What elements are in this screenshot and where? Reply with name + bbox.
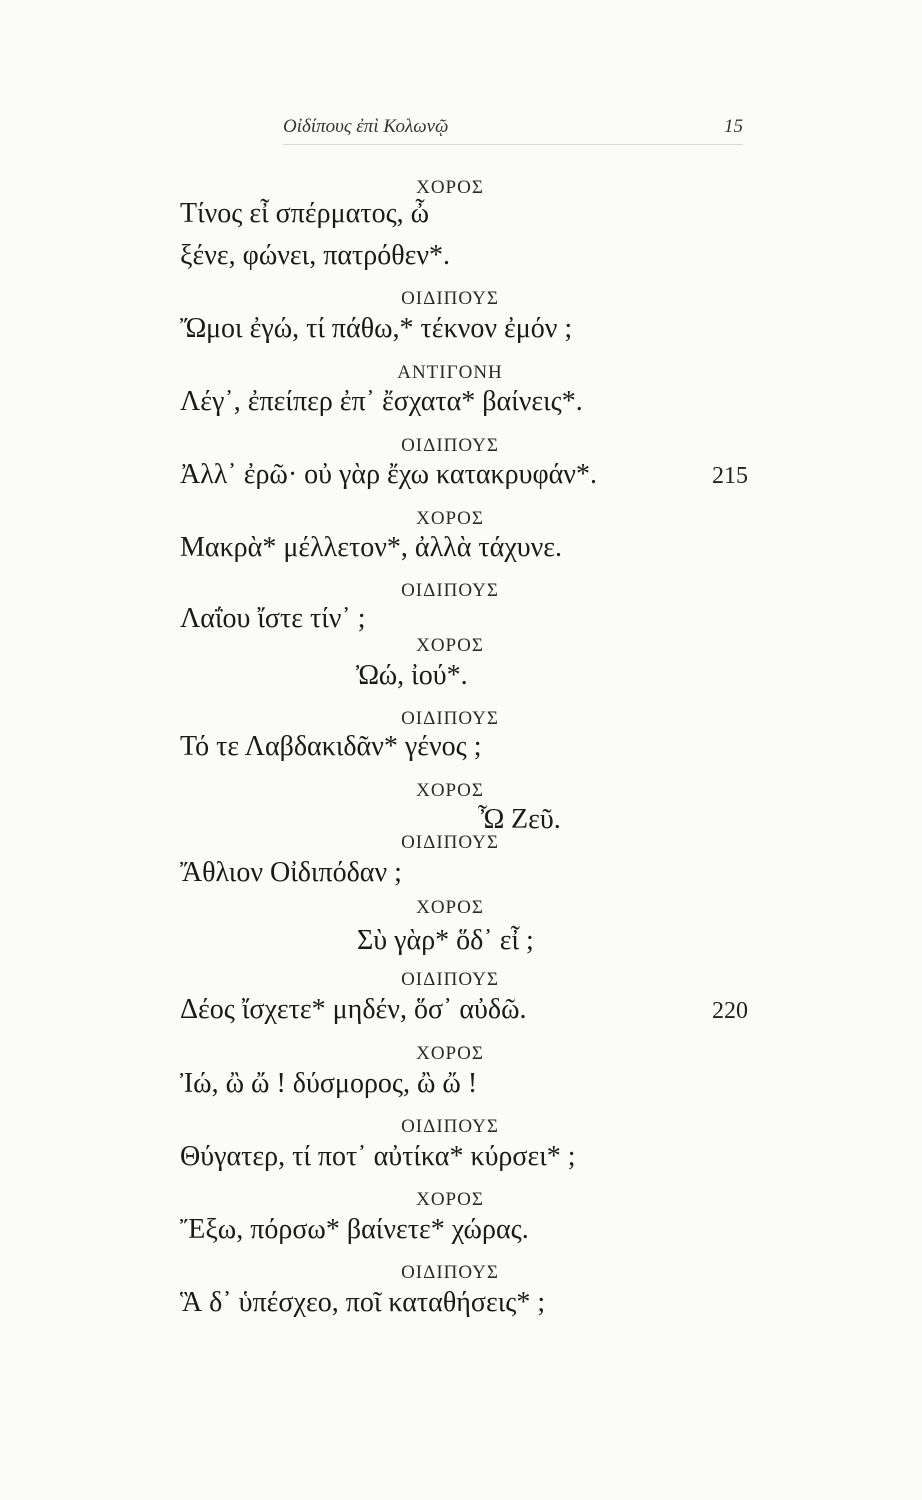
verse-line: Ἰώ, ὢ ὤ ! δύσμορος, ὢ ὤ ! xyxy=(180,1068,478,1099)
verse-line: Ἔξω, πόρσω* βαίνετε* χώρας. xyxy=(180,1214,529,1245)
speaker-label: ΟΙΔΙΠΟΥΣ xyxy=(401,969,499,990)
verse-line: Ἃ δ᾽ ὑπέσχεο, ποῖ καταθήσεις* ; xyxy=(180,1287,546,1318)
speaker-label: ΟΙΔΙΠΟΥΣ xyxy=(401,435,499,456)
verse-line: Τίνος εἶ σπέρματος, ὦ xyxy=(180,198,430,229)
verse-line: Θύγατερ, τί ποτ᾽ αὐτίκα* κύρσει* ; xyxy=(180,1141,576,1172)
speaker-label: ΟΙΔΙΠΟΥΣ xyxy=(401,1116,499,1137)
verse-line: Δέος ἴσχετε* μηδέν, ὅσ᾽ αὐδῶ. xyxy=(180,994,527,1025)
verse-line: Τό τε Λαβδακιδᾶν* γένος ; xyxy=(180,731,482,762)
verse-line: Λαΐου ἴστε τίν᾽ ; xyxy=(180,603,366,634)
line-number: 220 xyxy=(712,998,748,1024)
verse-line: Σὺ γὰρ* ὅδ᾽ εἶ ; xyxy=(357,925,534,956)
line-number: 215 xyxy=(712,463,748,489)
verse-line: Ὤμοι ἐγώ, τί πάθω,* τέκνον ἐμόν ; xyxy=(180,313,573,344)
verse-line: Λέγ᾽, ἐπείπερ ἐπ᾽ ἔσχατα* βαίνεις*. xyxy=(180,386,583,417)
speaker-label: ΧΟΡΟΣ xyxy=(416,635,484,656)
verse-line: Ὦ Ζεῦ. xyxy=(478,804,561,835)
verse-line: Ἄθλιον Οἰδιπόδαν ; xyxy=(180,857,402,888)
verse-line: Μακρὰ* μέλλετον*, ἀλλὰ τάχυνε. xyxy=(180,532,563,563)
speaker-label: ΟΙΔΙΠΟΥΣ xyxy=(401,288,499,309)
verse-line: Ὠώ, ἰού*. xyxy=(356,660,468,691)
speaker-label: ΧΟΡΟΣ xyxy=(416,508,484,529)
speaker-label: ΧΟΡΟΣ xyxy=(416,1043,484,1064)
speaker-label: ΟΙΔΙΠΟΥΣ xyxy=(401,832,499,853)
verse-line: Ἀλλ᾽ ἐρῶ· οὐ γὰρ ἔχω κατακρυφάν*. xyxy=(180,459,597,490)
running-header xyxy=(283,116,743,145)
running-title: Οἰδίπους ἐπὶ Κολωνῷ xyxy=(283,116,449,137)
verse-line: ξένε, φώνει, πατρόθεν*. xyxy=(180,240,451,271)
speaker-label: ΧΟΡΟΣ xyxy=(416,780,484,801)
speaker-label: ΧΟΡΟΣ xyxy=(416,177,484,198)
speaker-label: ΟΙΔΙΠΟΥΣ xyxy=(401,1262,499,1283)
speaker-label: ΧΟΡΟΣ xyxy=(416,1189,484,1210)
page-number: 15 xyxy=(724,116,743,137)
speaker-label: ΑΝΤΙΓΟΝΗ xyxy=(397,362,503,383)
speaker-label: ΟΙΔΙΠΟΥΣ xyxy=(401,580,499,601)
speaker-label: ΧΟΡΟΣ xyxy=(416,897,484,918)
speaker-label: ΟΙΔΙΠΟΥΣ xyxy=(401,708,499,729)
